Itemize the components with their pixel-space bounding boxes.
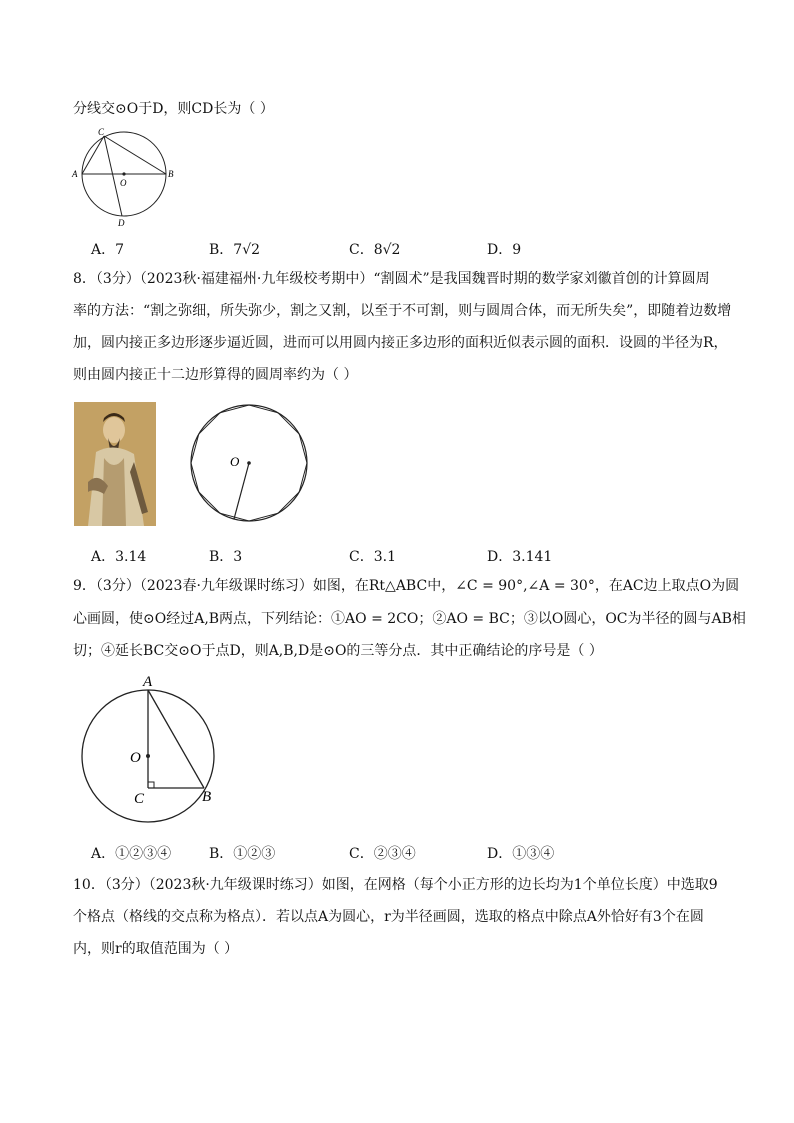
q7-option-d[interactable]: D．9 xyxy=(487,242,522,258)
q10-text-line-2: 个格点（格线的交点称为格点）．若以点A为圆心，r为半径画圆，选取的格点中除点A外恰好有3个在圆 xyxy=(73,909,704,925)
q9-label-a: A xyxy=(143,674,153,690)
q8-option-a[interactable]: A．3.14 xyxy=(91,549,147,565)
q7-option-c[interactable]: C．8√2 xyxy=(349,242,401,258)
q7-option-b[interactable]: B．7√2 xyxy=(209,242,261,258)
q9-text-line-2: 心画圆，使⊙O经过A,B两点，下列结论：①AO = 2CO；②AO = BC；③以O圆心，OC为半径的圆与AB相 xyxy=(73,611,746,627)
q8-label-o: O xyxy=(230,454,240,469)
q7-chord-cd xyxy=(104,136,122,216)
q8-option-c[interactable]: C．3.1 xyxy=(349,549,396,565)
q9-option-c[interactable]: C．②③④ xyxy=(349,846,416,862)
q9-label-b: B xyxy=(202,789,212,805)
q9-option-d[interactable]: D．①③④ xyxy=(487,846,555,862)
q8-text-line-4: 则由圆内接正十二边形算得的圆周率约为（ ） xyxy=(73,367,358,383)
q8-center-point xyxy=(247,461,251,465)
q7-label-c: C xyxy=(98,127,105,137)
q8-text-line-3: 加，圆内接正多边形逐步逼近圆，进而可以用圆内接正多边形的面积近似表示圆的面积．设圆的半径为R， xyxy=(73,335,728,351)
q10-text-line-1: 10．（3分）（2023秋·九年级课时练习）如图，在网格（每个小正方形的边长均为1个单位长度）中选取9 xyxy=(73,877,718,893)
q8-radius xyxy=(234,463,249,519)
q8-option-b[interactable]: B．3 xyxy=(209,549,243,565)
q8-option-d[interactable]: D．3.141 xyxy=(487,549,553,565)
q7-chord-ca xyxy=(82,136,104,174)
q7-label-a: A xyxy=(72,169,78,179)
q7-circle-figure xyxy=(68,126,180,232)
q9-option-a[interactable]: A．①②③④ xyxy=(91,846,172,862)
q7-text-line: 分线交⊙O于D，则CD长为（ ） xyxy=(73,101,274,117)
q9-text-line-1: 9．（3分）（2023春·九年级课时练习）如图，在Rt△ABC中，∠C = 90°,∠A = 30°，在AC边上取点O为圆 xyxy=(73,578,740,594)
q9-label-o: O xyxy=(130,750,141,766)
q9-text-line-3: 切；④延长BC交⊙O于点D，则A,B,D是⊙O的三等分点．其中正确结论的序号是（ ） xyxy=(73,643,603,659)
q9-right-angle-mark xyxy=(148,782,154,788)
q8-dodecagon-figure xyxy=(186,404,312,526)
q7-chord-cb xyxy=(104,136,166,174)
q8-text-line-1: 8．（3分）（2023秋·福建福州·九年级校考期中）“割圆术”是我国魏晋时期的数学家刘徽首创的计算圆周 xyxy=(73,271,710,287)
q9-option-b[interactable]: B．①②③ xyxy=(209,846,276,862)
q10-text-line-3: 内，则r的取值范围为（ ） xyxy=(73,941,239,957)
q7-label-d: D xyxy=(118,218,125,228)
liu-hui-portrait-image xyxy=(74,402,156,526)
q7-label-o: O xyxy=(120,178,127,188)
q8-text-line-2: 率的方法：“割之弥细，所失弥少，割之又割，以至于不可割，则与圆周合体，而无所失矣”，即随着边数增 xyxy=(73,303,732,319)
q9-label-c: C xyxy=(134,791,145,807)
q7-center-point xyxy=(122,172,125,175)
q9-center-point xyxy=(146,754,150,758)
q9-circle-triangle-figure xyxy=(80,670,226,832)
q7-label-b: B xyxy=(168,169,174,179)
q7-option-a[interactable]: A．7 xyxy=(91,242,125,258)
q9-side-ab xyxy=(148,690,204,788)
